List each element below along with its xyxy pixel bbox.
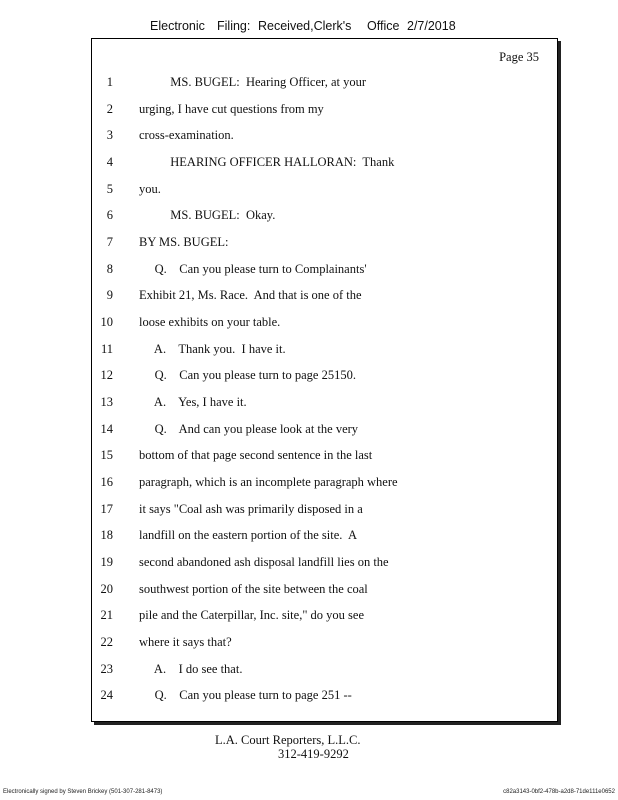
transcript-line bbox=[92, 606, 557, 624]
transcript-line bbox=[92, 526, 557, 544]
line-text: urging, I have cut questions from my bbox=[139, 102, 324, 116]
line-number: 8 bbox=[106, 262, 113, 276]
line-text: Q. Can you please turn to Complainants' bbox=[139, 262, 367, 276]
document-hash: c82a3143-0bf2-478b-a2d8-71de111e0652 bbox=[503, 789, 615, 795]
transcript-line bbox=[92, 473, 557, 491]
line-text: A. I do see that. bbox=[139, 662, 243, 676]
transcript-line bbox=[92, 286, 557, 304]
line-text: loose exhibits on your table. bbox=[139, 315, 281, 329]
filing-stamp-office: Office bbox=[367, 19, 400, 33]
line-number: 19 bbox=[100, 555, 113, 569]
transcript-line bbox=[92, 580, 557, 598]
line-text: cross-examination. bbox=[139, 128, 234, 142]
line-text: landfill on the eastern portion of the site. A bbox=[139, 528, 358, 542]
transcript-line bbox=[92, 73, 557, 91]
line-text: Exhibit 21, Ms. Race. And that is one of the bbox=[139, 288, 362, 302]
reporter-phone: 312-419-9292 bbox=[278, 747, 349, 761]
transcript-line bbox=[92, 340, 557, 358]
filing-stamp-date: 2/7/2018 bbox=[407, 19, 456, 33]
line-number: 23 bbox=[100, 662, 113, 676]
line-text: bottom of that page second sentence in the last bbox=[139, 448, 373, 462]
transcript-line bbox=[92, 313, 557, 331]
line-number: 6 bbox=[106, 208, 113, 222]
line-number: 1 bbox=[106, 75, 113, 89]
line-number: 11 bbox=[100, 342, 113, 356]
transcript-page bbox=[91, 38, 558, 722]
line-text: HEARING OFFICER HALLORAN: Thank bbox=[139, 155, 395, 169]
line-text: A. Yes, I have it. bbox=[139, 395, 247, 409]
line-number: 18 bbox=[100, 528, 113, 542]
line-text: Q. Can you please turn to page 25150. bbox=[139, 368, 356, 382]
transcript-line bbox=[92, 686, 557, 704]
reporter-company: L.A. Court Reporters, L.L.C. bbox=[215, 733, 361, 747]
line-text: Q. Can you please turn to page 251 -- bbox=[139, 688, 352, 702]
filing-stamp-header bbox=[0, 19, 618, 37]
transcript-line bbox=[92, 553, 557, 571]
line-text: MS. BUGEL: Okay. bbox=[139, 208, 276, 222]
line-number: 10 bbox=[100, 315, 113, 329]
line-number: 17 bbox=[100, 502, 113, 516]
transcript-line bbox=[92, 393, 557, 411]
line-text: Q. And can you please look at the very bbox=[139, 422, 359, 436]
line-number: 12 bbox=[100, 368, 113, 382]
line-number: 22 bbox=[100, 635, 113, 649]
line-text: southwest portion of the site between the coal bbox=[139, 582, 368, 596]
line-number: 9 bbox=[106, 288, 113, 302]
filing-stamp-filing: Filing: bbox=[217, 19, 251, 33]
line-text: A. Thank you. I have it. bbox=[139, 342, 286, 356]
line-number: 20 bbox=[100, 582, 113, 596]
line-number: 14 bbox=[100, 422, 113, 436]
line-number: 4 bbox=[106, 155, 113, 169]
transcript-line bbox=[92, 180, 557, 198]
transcript-line bbox=[92, 100, 557, 118]
line-number: 16 bbox=[100, 475, 113, 489]
line-text: where it says that? bbox=[139, 635, 232, 649]
transcript-line bbox=[92, 233, 557, 251]
line-number: 3 bbox=[106, 128, 113, 142]
electronic-signature-note: Electronically signed by Steven Brickey (501-307-281-8473) bbox=[3, 789, 163, 795]
transcript-line bbox=[92, 633, 557, 651]
line-number: 21 bbox=[100, 608, 113, 622]
transcript-line bbox=[92, 260, 557, 278]
page-number: Page 35 bbox=[499, 50, 539, 64]
line-text: it says "Coal ash was primarily disposed in a bbox=[139, 502, 363, 516]
transcript-line bbox=[92, 660, 557, 678]
transcript-line bbox=[92, 126, 557, 144]
transcript-line bbox=[92, 446, 557, 464]
line-number: 7 bbox=[106, 235, 113, 249]
line-text: second abandoned ash disposal landfill lies on the bbox=[139, 555, 389, 569]
line-text: paragraph, which is an incomplete paragraph where bbox=[139, 475, 398, 489]
line-number: 2 bbox=[106, 102, 113, 116]
line-text: BY MS. BUGEL: bbox=[139, 235, 229, 249]
line-number: 5 bbox=[106, 182, 113, 196]
transcript-line bbox=[92, 153, 557, 171]
line-text: MS. BUGEL: Hearing Officer, at your bbox=[139, 75, 367, 89]
transcript-line bbox=[92, 366, 557, 384]
filing-stamp-electronic: Electronic bbox=[150, 19, 205, 33]
filing-stamp-received: Received,Clerk's bbox=[258, 19, 352, 33]
transcript-line bbox=[92, 206, 557, 224]
transcript-line bbox=[92, 500, 557, 518]
line-number: 15 bbox=[100, 448, 113, 462]
transcript-line bbox=[92, 420, 557, 438]
line-number: 24 bbox=[100, 688, 113, 702]
line-text: you. bbox=[139, 182, 161, 196]
line-number: 13 bbox=[100, 395, 113, 409]
line-text: pile and the Caterpillar, Inc. site," do you see bbox=[139, 608, 365, 622]
